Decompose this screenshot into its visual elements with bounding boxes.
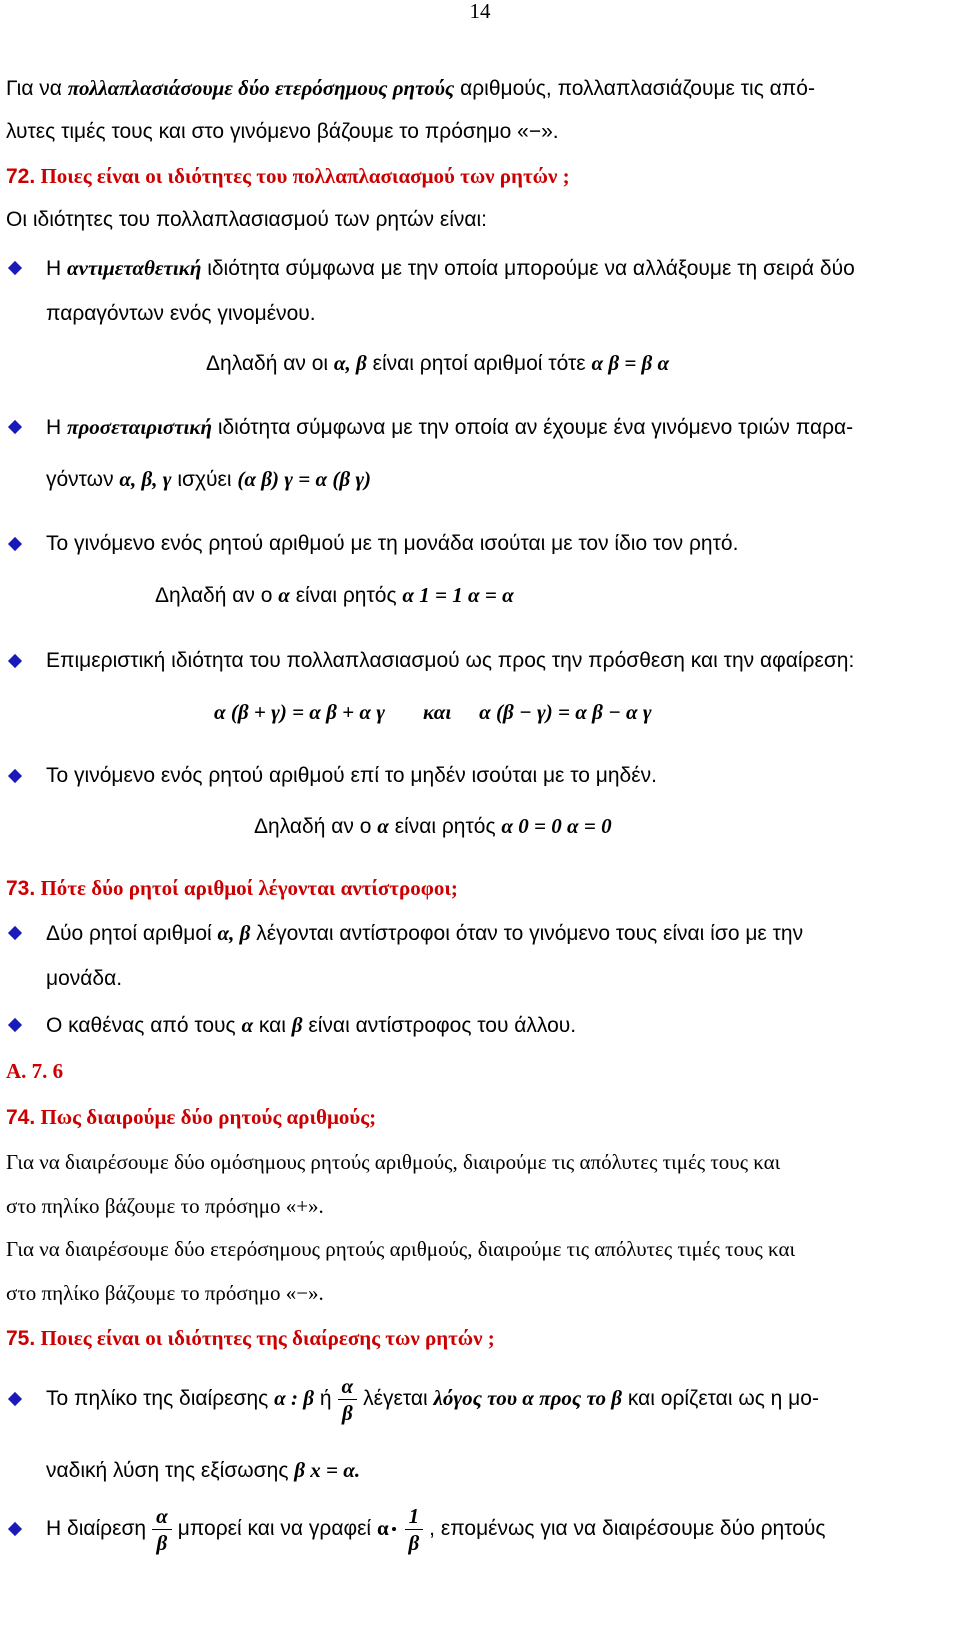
question-number: 74. bbox=[6, 1106, 36, 1129]
question-title: Πως διαιρούμε δύο ρητούς αριθμούς; bbox=[35, 1105, 377, 1129]
text: αριθμούς, πολλαπλασιάζουμε τις από- bbox=[454, 77, 815, 100]
diamond-bullet-icon bbox=[8, 656, 24, 672]
paragraph-line: λυτες τιμές τους και στο γινόμενο βάζουμε το πρόσημο «−». bbox=[6, 120, 559, 143]
paragraph-line bbox=[6, 74, 954, 103]
bullet-line bbox=[46, 1370, 954, 1427]
math-formula: α (β − γ) = α β − α γ bbox=[479, 700, 652, 724]
emphasis-text: προσεταιριστική bbox=[67, 415, 212, 439]
math-formula: α 0 = 0 α = 0 bbox=[501, 814, 612, 838]
emphasis-text: πολλαπλασιάσουμε δύο ετερόσημους ρητούς bbox=[67, 76, 455, 100]
text: Ο καθένας από τους bbox=[46, 1014, 242, 1037]
fraction bbox=[338, 1373, 358, 1426]
bullet-line: Το γινόμενο ενός ρητού αριθμού επί το μηδέν ισούται με το μηδέν. bbox=[46, 764, 657, 787]
fraction bbox=[405, 1503, 424, 1556]
fraction-denominator: β bbox=[341, 1400, 353, 1425]
math-text: α : β bbox=[274, 1386, 314, 1410]
diamond-bullet-icon bbox=[8, 1394, 24, 1410]
paragraph-line: Οι ιδιότητες του πολλαπλασιασμού των ρητών είναι: bbox=[6, 208, 488, 231]
text: , επομένως για να διαιρέσουμε δύο ρητούς bbox=[429, 1517, 826, 1540]
math-text: α, β bbox=[333, 351, 367, 375]
text: Η bbox=[46, 257, 67, 280]
fraction-denominator: β bbox=[156, 1530, 168, 1555]
bullet-line bbox=[46, 413, 954, 442]
bullet-line: Το γινόμενο ενός ρητού αριθμού με τη μονάδα ισούται με τον ίδιο τον ρητό. bbox=[46, 532, 739, 555]
text: Η διαίρεση bbox=[46, 1517, 147, 1540]
question-number: 75. bbox=[6, 1327, 36, 1350]
text: είναι αντίστροφος του άλλου. bbox=[302, 1014, 577, 1037]
fraction-denominator: β bbox=[408, 1530, 420, 1555]
question-heading bbox=[6, 162, 954, 191]
paragraph-line: Για να διαιρέσουμε δύο ομόσημους ρητούς αριθμούς, διαιρούμε τις απόλυτες τιμές τους και bbox=[6, 1150, 781, 1174]
text: Για να bbox=[6, 77, 68, 100]
bullet-line: παραγόντων ενός γινομένου. bbox=[46, 302, 316, 325]
text: και bbox=[253, 1014, 292, 1037]
bullet-line bbox=[46, 465, 954, 494]
math-text: α, β bbox=[217, 921, 251, 945]
text: Δύο ρητοί αριθμοί bbox=[46, 922, 218, 945]
math-formula: α 1 = 1 α = α bbox=[402, 583, 514, 607]
math-text: α, β, γ bbox=[119, 467, 172, 491]
diamond-bullet-icon bbox=[8, 1524, 24, 1540]
math-formula: α (β + γ) = α β + α γ bbox=[214, 700, 385, 724]
diamond-bullet-icon bbox=[8, 539, 24, 555]
math-formula: α β = β α bbox=[591, 351, 670, 375]
bullet-line bbox=[46, 1500, 954, 1557]
text: ιδιότητα σύμφωνα με την οποία αν έχουμε ένα γινόμενο τριών παρα- bbox=[211, 416, 854, 439]
math-text: α bbox=[241, 1013, 254, 1037]
reference-label: Α. 7. 6 bbox=[6, 1059, 64, 1083]
paragraph-line: στο πηλίκο βάζουμε το πρόσημο «+». bbox=[6, 1194, 324, 1218]
text: Δηλαδή αν οι bbox=[206, 352, 334, 375]
diamond-bullet-icon bbox=[8, 928, 24, 944]
question-number: 73. bbox=[6, 877, 36, 900]
text: γόντων bbox=[46, 468, 120, 491]
question-title: Πότε δύο ρητοί αριθμοί λέγονται αντίστροφοι; bbox=[35, 876, 458, 900]
question-title: Ποιες είναι οι ιδιότητες της διαίρεσης των ρητών ; bbox=[35, 1326, 495, 1350]
example-line bbox=[206, 349, 954, 378]
text: ναδική λύση της εξίσωσης bbox=[46, 1459, 295, 1482]
paragraph-line: Για να διαιρέσουμε δύο ετερόσημους ρητούς αριθμούς, διαιρούμε τις απόλυτες τιμές τους και bbox=[6, 1237, 796, 1261]
question-heading bbox=[6, 874, 954, 903]
math-formula: β x = α. bbox=[294, 1458, 361, 1482]
math-text: α bbox=[278, 583, 290, 607]
diamond-bullet-icon bbox=[8, 1020, 24, 1036]
question-title: Ποιες είναι οι ιδιότητες του πολλαπλασιασμού των ρητών ; bbox=[35, 164, 570, 188]
math-text: α bbox=[376, 1516, 389, 1540]
math-text: α bbox=[377, 814, 389, 838]
bullet-line: Επιμεριστική ιδιότητα του πολλαπλασιασμού ως προς την πρόσθεση και την αφαίρεση: bbox=[46, 649, 855, 672]
text: είναι ρητός bbox=[289, 584, 403, 607]
text: και ορίζεται ως η μο- bbox=[622, 1387, 819, 1410]
text: ισχύει bbox=[171, 468, 238, 491]
text: Δηλαδή αν ο bbox=[155, 584, 279, 607]
question-number: 72. bbox=[6, 165, 36, 188]
bullet-line bbox=[46, 1456, 954, 1485]
diamond-bullet-icon bbox=[8, 422, 24, 438]
text: ή bbox=[314, 1387, 332, 1410]
example-line bbox=[155, 581, 954, 610]
emphasis-text: αντιμεταθετική bbox=[67, 256, 202, 280]
math-formula: (α β) γ = α (β γ) bbox=[237, 467, 372, 491]
text: είναι ρητός bbox=[388, 815, 502, 838]
math-text: β bbox=[291, 1013, 303, 1037]
math-text: και bbox=[422, 700, 452, 724]
bullet-line bbox=[46, 919, 954, 948]
fraction-numerator: α bbox=[152, 1503, 172, 1530]
bullet-line bbox=[46, 1011, 954, 1040]
text: λέγεται bbox=[363, 1387, 434, 1410]
bullet-line: μονάδα. bbox=[46, 967, 123, 990]
page-number: 14 bbox=[469, 0, 491, 23]
text: λέγονται αντίστροφοι όταν το γινόμενο τους είναι ίσο με την bbox=[250, 922, 804, 945]
text: είναι ρητοί αριθμοί τότε bbox=[366, 352, 592, 375]
example-line bbox=[214, 698, 954, 726]
diamond-bullet-icon bbox=[8, 263, 24, 279]
bullet-line bbox=[46, 254, 954, 283]
question-heading bbox=[6, 1103, 954, 1132]
multiplication-dot-icon bbox=[392, 1527, 396, 1531]
fraction-numerator: 1 bbox=[405, 1503, 424, 1530]
example-line bbox=[254, 812, 954, 841]
text: Δηλαδή αν ο bbox=[254, 815, 378, 838]
text: μπορεί και να γραφεί bbox=[177, 1517, 377, 1540]
emphasis-text: λόγος του α προς το β bbox=[433, 1386, 623, 1410]
diamond-bullet-icon bbox=[8, 771, 24, 787]
text: ιδιότητα σύμφωνα με την οποία μπορούμε να αλλάξουμε τη σειρά δύο bbox=[201, 257, 855, 280]
paragraph-line: στο πηλίκο βάζουμε το πρόσημο «−». bbox=[6, 1281, 324, 1305]
fraction-numerator: α bbox=[338, 1373, 358, 1400]
text: Το πηλίκο της διαίρεσης bbox=[46, 1387, 275, 1410]
fraction bbox=[152, 1503, 172, 1556]
text: Η bbox=[46, 416, 67, 439]
question-heading bbox=[6, 1324, 954, 1353]
